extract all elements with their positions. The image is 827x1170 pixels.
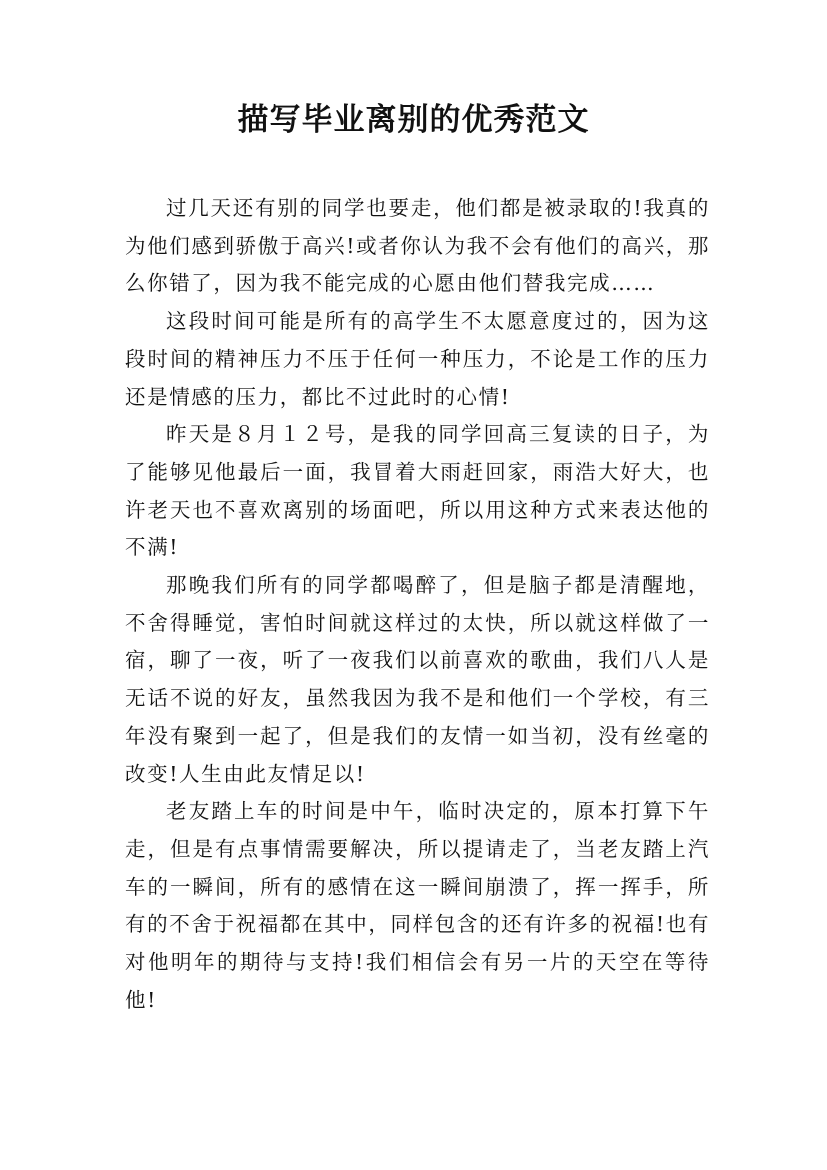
paragraph-3: 昨天是８月１２号，是我的同学回高三复读的日子，为了能够见他最后一面，我冒着大雨赶回家，雨浩大好大，也许老天也不喜欢离别的场面吧，所以用这种方式来表达他的不满! (125, 422, 710, 560)
paragraph-5: 老友踏上车的时间是中午，临时决定的，原本打算下午走，但是有点事情需要解决，所以提请走了，当老友踏上汽车的一瞬间，所有的感情在这一瞬间崩溃了，挥一挥手，所有的不舍于祝福都在其中，同样包含的还有许多的祝福!也有对他明年的期待与支持!我们相信会有另一片的天空在等待他! (125, 799, 710, 1012)
paragraph-2: 这段时间可能是所有的高学生不太愿意度过的，因为这段时间的精神压力不压于任何一种压力，不论是工作的压力还是情感的压力，都比不过此时的心情! (125, 309, 710, 409)
document-title: 描写毕业离别的优秀范文 (237, 102, 590, 138)
paragraph-4: 那晚我们所有的同学都喝醉了，但是脑子都是清醒地，不舍得睡觉，害怕时间就这样过的太快，所以就这样做了一宿，聊了一夜，听了一夜我们以前喜欢的歌曲，我们八人是无话不说的好友，虽然我因为我不是和他们一个学校，有三年没有聚到一起了，但是我们的友情一如当初，没有丝毫的改变!人生由此友情足以! (125, 573, 710, 786)
paragraph-1: 过几天还有别的同学也要走，他们都是被录取的!我真的为他们感到骄傲于高兴!或者你认为我不会有他们的高兴，那么你错了，因为我不能完成的心愿由他们替我完成…… (125, 196, 710, 296)
document-body (125, 190, 710, 1019)
